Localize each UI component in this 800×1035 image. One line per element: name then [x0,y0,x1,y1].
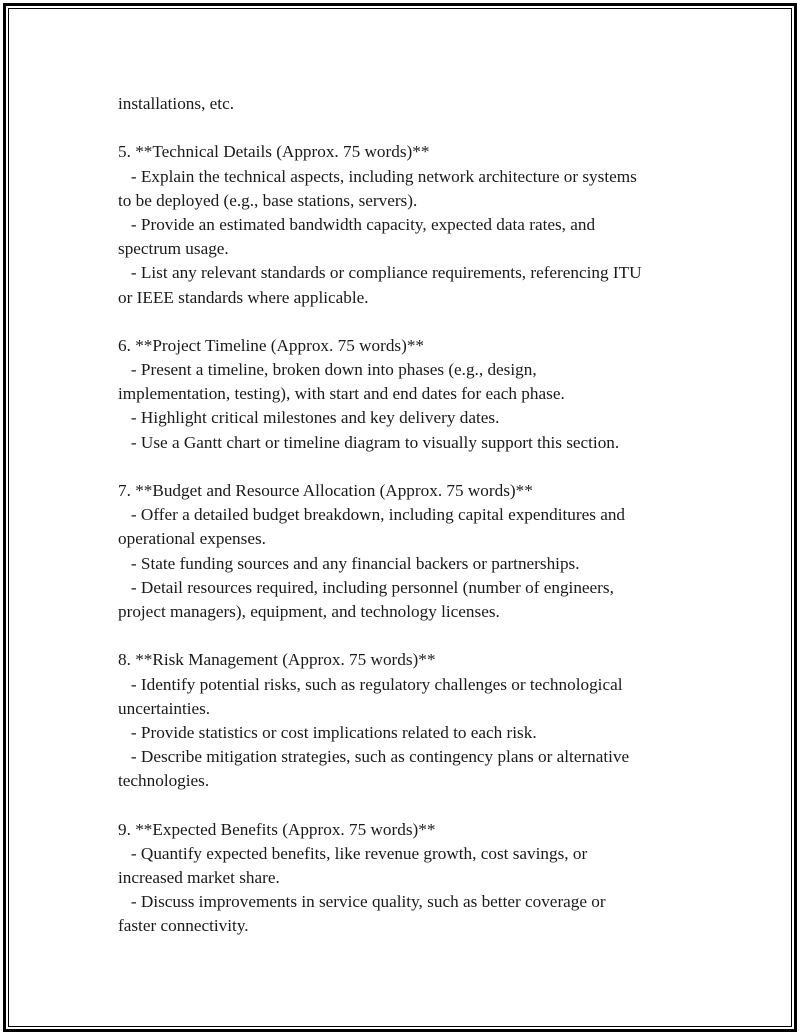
section-line: - Offer a detailed budget breakdown, including capital expenditures and [118,505,626,525]
section-heading: 5. **Technical Details (Approx. 75 words)** [118,142,430,162]
section-line: increased market share. [118,868,280,887]
section-line: - Identify potential risks, such as regulatory challenges or technological [118,674,623,694]
section-line: - State funding sources and any financial backers or partnerships. [118,553,580,573]
section-line: - Describe mitigation strategies, such as contingency plans or alternative [118,747,630,767]
blank-line [118,310,698,334]
section-9 [118,818,698,939]
document-body [118,92,698,939]
section-line: spectrum usage. [118,239,229,259]
section-heading: 6. **Project Timeline (Approx. 75 words)** [118,335,425,355]
blank-line [118,455,698,479]
section-line: operational expenses. [118,529,266,549]
section-line: or IEEE standards where applicable. [118,287,369,307]
section-line: - Highlight critical milestones and key delivery dates. [118,408,500,428]
section-heading: 8. **Risk Management (Approx. 75 words)** [118,650,436,670]
section-5 [118,140,698,309]
section-line: implementation, testing), with start and end dates for each phase. [118,384,565,404]
blank-line [118,624,698,648]
section-line: - Quantify expected benefits, like revenue growth, cost savings, or [118,843,588,863]
section-line: project managers), equipment, and technology licenses. [118,601,500,621]
section-line: - Provide statistics or cost implications related to each risk. [118,722,537,742]
section-heading: 7. **Budget and Resource Allocation (Approx. 75 words)** [118,481,533,500]
section-heading: 9. **Expected Benefits (Approx. 75 words)** [118,819,436,839]
blank-line [118,116,698,140]
section-line: technologies. [118,771,210,791]
section-line: faster connectivity. [118,916,249,936]
section-8 [118,648,698,793]
section-line: - Provide an estimated bandwidth capacity, expected data rates, and [118,214,596,234]
blank-line [118,793,698,817]
intro-tail-line: installations, etc. [118,94,234,113]
section-line: to be deployed (e.g., base stations, servers). [118,190,418,210]
section-6 [118,334,698,455]
section-line: - Present a timeline, broken down into phases (e.g., design, [118,360,537,380]
section-7 [118,479,698,624]
section-line: - Explain the technical aspects, including network architecture or systems [118,166,637,186]
section-line: - Discuss improvements in service quality, such as better coverage or [118,892,606,912]
section-line: - Use a Gantt chart or timeline diagram to visually support this section. [118,432,620,452]
section-line: - Detail resources required, including personnel (number of engineers, [118,577,614,597]
section-line: - List any relevant standards or compliance requirements, referencing ITU [118,263,642,283]
section-line: uncertainties. [118,698,211,718]
